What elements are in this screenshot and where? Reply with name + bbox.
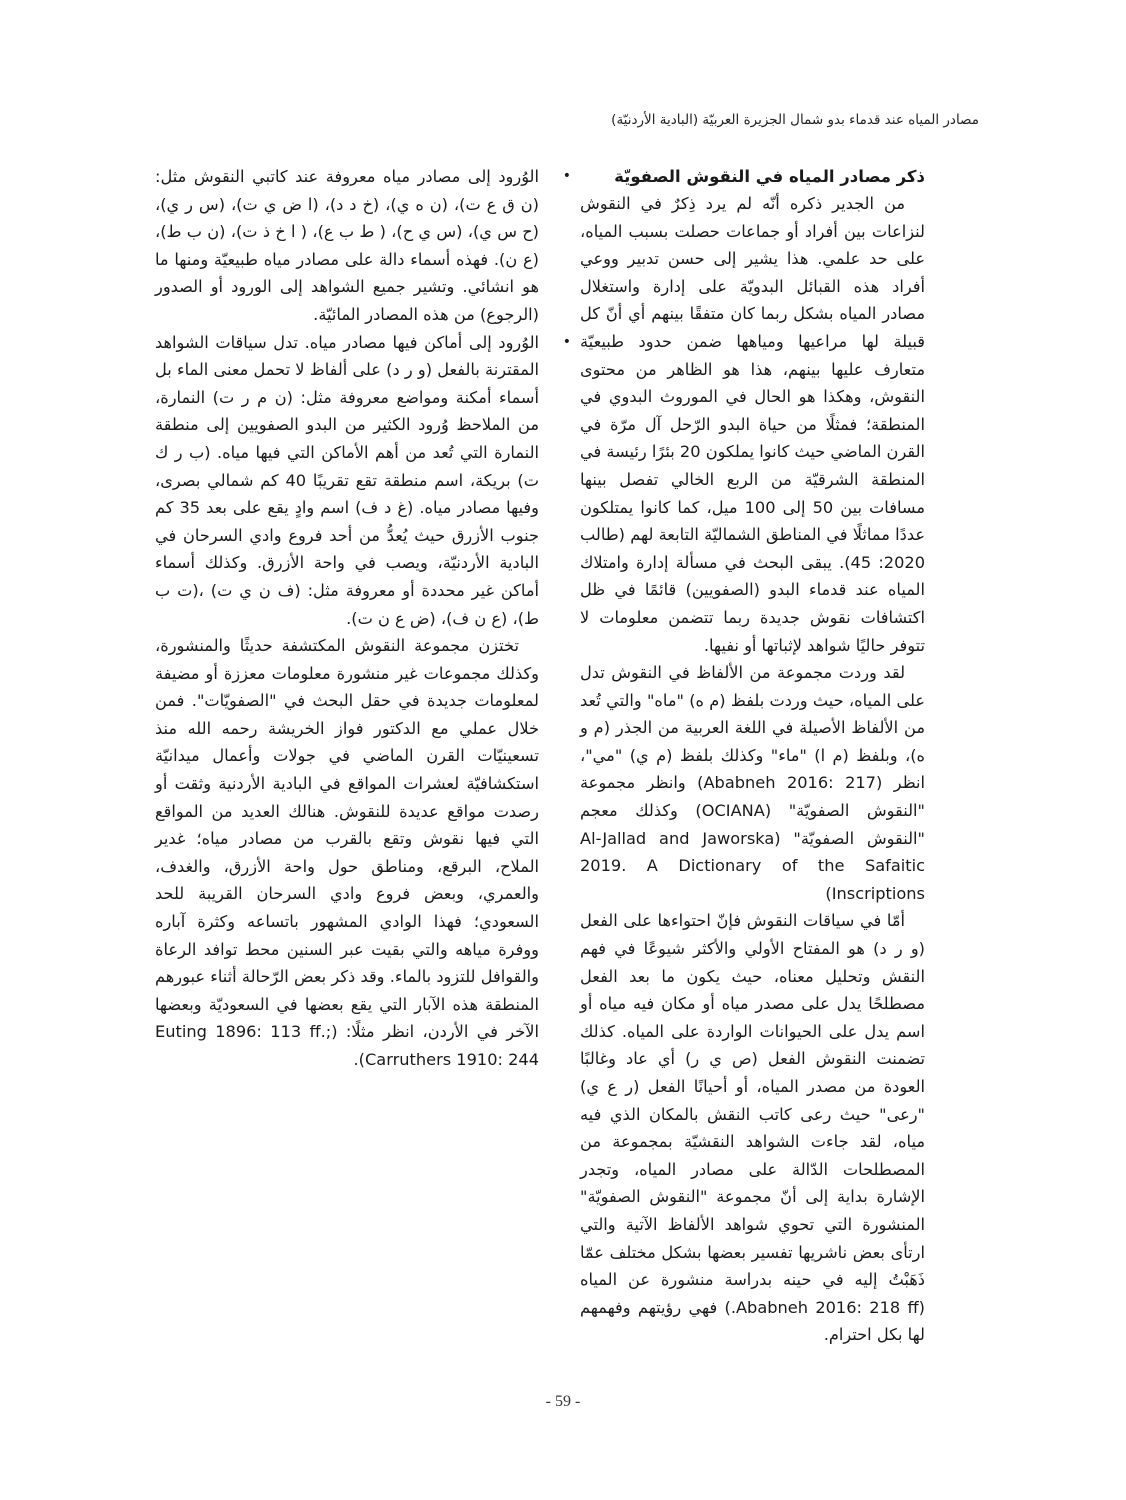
- bullet-item: [155, 163, 571, 329]
- body-paragraph: من الجدير ذكره أنّه لم يرد ذِكرٌ في النقوش لنزاعات بين أفراد أو جماعات حصلت بسبب المياه، على حد علمي. هذا يشير إلى حسن تدبير ووعي أفراد هذه القبائل البدويّة على إدارة واستغلال مصادر المياه بشكل ربما كان متفقًا بينهم أي أنّ كل قبيلة لها مراعيها ومياهها ضمن حدود طبيعيّة متعارف عليها بينهم، هذا هو الظاهر من محتوى النقوش، وهكذا هو الحال في الموروث البدوي في المنطقة؛ فمثلًا من حياة البدو الرّحل آل مرّة في القرن الماضي حيث كانوا يملكون 20 بئرًا رئيسة في المنطقة الشرقيّة من الربع الخالي تفصل بينها مسافات بين 50 إلى 100 ميل، كما كانوا يمتلكون عددًا مماثلًا في المناطق الشماليّة التابعة لهم (طالب 2020: 45). يبقى البحث في مسألة إدارة وامتلاك المياه عند قدماء البدو (الصفويين) قائمًا في ظل اكتشافات نقوش جديدة ربما تتضمن معلومات لا تتوفر حاليًا شواهد لإثباتها أو نفيها.: [580, 194, 925, 655]
- bullet-text: الوُرود إلى أماكن فيها مصادر مياه. تدل سياقات الشواهد المقترنة بالفعل (و ر د) على ألفاظ لا تحمل معنى الماء بل أسماء أمكنة ومواضع معروفة مثل: (ن م ر ت) النمارة، من الملاحظ وُرود الكثير من البدو الصفويين إلى منطقة النمارة التي تُعد من أهم الأماكن التي فيها مياه. (ب ر ك ت) بريكة، اسم منطقة تقع تقريبًا 40 كم شمالي بصرى، وفيها مصادر مياه. (غ د ف) اسم وادٍ يقع على بعد 35 كم جنوب الأزرق حيث يُعدُّ من أحد فروع وادي السرحان في البادية الأردنيّة، ويصب في واحة الأزرق. وكذلك أسماء أماكن غير محددة أو معروفة مثل: (ف ن ي ت) ،(ت ب ط)، (ع ن ف)، (ض ع ن ت).: [155, 332, 539, 628]
- bullet-item: [155, 329, 571, 633]
- left-column: [155, 163, 571, 1074]
- section-heading: ذكر مصادر المياه في النقوش الصفويّة: [614, 167, 925, 186]
- body-paragraph: أمّا في سياقات النقوش فإنّ احتواءها على الفعل (و ر د) هو المفتاح الأولي والأكثر شيوعًا في فهم النقش وتحليل معناه، حيث يكون ما بعد الفعل مصطلحًا يدل على مصدر مياه أو مكان فيه مياه أو اسم يدل على الحيوانات الواردة على المياه. كذلك تضمنت النقوش الفعل (ص ي ر) أي عاد وغالبًا العودة من مصدر المياه، أو أحيانًا الفعل (ر ع ي) "رعى" حيث رعى كاتب النقش بالمكان الذي فيه مياه، لقد جاءت الشواهد النقشيّة بمجموعة من المصطلحات الدّالة على مصادر المياه، وتجدر الإشارة بداية إلى أنّ مجموعة "النقوش الصفويّة" المنشورة التي تحوي شواهد الألفاظ الآتية والتي ارتأى بعض ناشريها تفسير بعضها بشكل مختلف عمّا ذَهَبْتُ إليه في حينه بدراسة منشورة عن المياه (Ababneh 2016: 218 ff.) فهي رؤيتهم وفهمهم لها بكل احترام.: [580, 911, 925, 1345]
- bullet-icon: •: [562, 168, 571, 184]
- bullet-text: الوُرود إلى مصادر مياه معروفة عند كاتبي النقوش مثل: (ن ق ع ت)، (ن ه ي)، (خ د د)، (ا ض ي ت)، (س ر ي)، (ح س ي)، (س ي ح)، ( ط ب ع)، ( ا خ ذ ت)، (ن ب ط)، (ع ن). فهذه أسماء دالة على مصادر مياه طبيعيّة ومنها ما هو انشائي. وتشير جميع الشواهد إلى الورود أو الصدور (الرجوع) من هذه المصادر المائيّة.: [155, 167, 539, 324]
- bullet-list: [155, 163, 571, 632]
- bullet-icon: •: [562, 333, 571, 350]
- right-column: [580, 163, 925, 1349]
- body-paragraph: تختزن مجموعة النقوش المكتشفة حديثًا والمنشورة، وكذلك مجموعات غير منشورة معلومات معززة أو مضيفة لمعلومات جديدة في حقل البحث في "الصفويّات". فمن خلال عملي مع الدكتور فواز الخريشة رحمه الله منذ تسعينيّات القرن الماضي في جولات وأعمال ميدانيّة استكشافيّة لعشرات المواقع في البادية الأردنية وثقت أو رصدت مواقع عديدة للنقوش. هنالك العديد من المواقع التي فيها نقوش وتقع بالقرب من مصادر مياه؛ غدير الملاح، البرقع، ومناطق حول واحة الأزرق، والغدف، والعمري، وبعض فروع وادي السرحان القريبة للحد السعودي؛ فهذا الوادي المشهور باتساعه وكثرة آباره ووفرة مياهه والتي بقيت عبر السنين محط توافد الرعاة والقوافل للتزود بالماء. وقد ذكر بعض الرّحالة أثناء عبورهم المنطقة هذه الآبار التي يقع بعضها في السعوديّة وبعضها الآخر في الأردن، انظر مثلًا: (Euting 1896: 113 ff.; Carruthers 1910: 244).: [155, 636, 539, 1069]
- body-paragraph: لقد وردت مجموعة من الألفاظ في النقوش تدل على المياه، حيث وردت بلفظ (م ه) "ماه" والتي تُعد من الألفاظ الأصيلة في اللغة العربية من الجذر (م و ه)، وبلفظ (م ا) "ماء" وكذلك بلفظ (م ي) "مي"، انظر (Ababneh 2016: 217) وانظر مجموعة "النقوش الصفويّة" (OCIANA) وكذلك معجم "النقوش الصفويّة" (Al-Jallad and Jaworska 2019. A Dictionary of the Safaitic Inscriptions): [580, 663, 925, 903]
- page-number: - 59 -: [545, 1393, 581, 1410]
- running-title: مصادر المياه عند قدماء بدو شمال الجزيرة العربيّة (البادية الأردنيّة): [611, 112, 979, 128]
